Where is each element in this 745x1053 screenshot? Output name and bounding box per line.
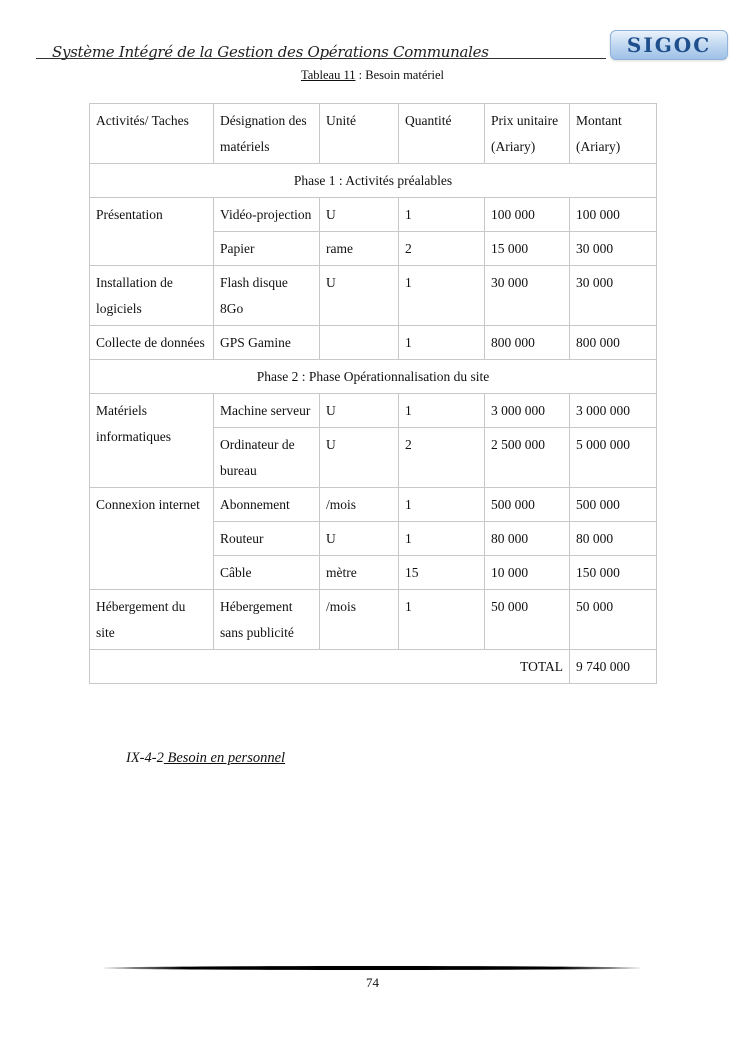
table-header-row bbox=[90, 104, 657, 164]
cell-designation: Papier bbox=[214, 232, 320, 266]
cell-montant: 80 000 bbox=[570, 522, 657, 556]
cell-unite: U bbox=[320, 522, 399, 556]
total-value: 9 740 000 bbox=[570, 650, 657, 684]
cell-unite: U bbox=[320, 394, 399, 428]
cell-quantite: 15 bbox=[399, 556, 485, 590]
caption-text: Besoin matériel bbox=[365, 68, 445, 82]
cell-montant: 5 000 000 bbox=[570, 428, 657, 488]
caption-label: Tableau 11 bbox=[300, 68, 356, 82]
cell-designation: GPS Gamine bbox=[214, 326, 320, 360]
section-title-text: Besoin en personnel bbox=[163, 750, 286, 766]
cell-unite: mètre bbox=[320, 556, 399, 590]
phase-2-label: Phase 2 : Phase Opérationnalisation du site bbox=[90, 360, 657, 394]
phase-row bbox=[90, 164, 657, 198]
cell-quantite: 2 bbox=[399, 428, 485, 488]
cell-unite: /mois bbox=[320, 488, 399, 522]
cell-prix: 10 000 bbox=[485, 556, 570, 590]
cell-designation: Ordinateur de bureau bbox=[214, 428, 320, 488]
header-rule bbox=[36, 58, 606, 59]
table-row bbox=[90, 394, 657, 428]
phase-1-label: Phase 1 : Activités préalables bbox=[90, 164, 657, 198]
running-header-title: Système Intégré de la Gestion des Opérations Communales bbox=[52, 43, 489, 61]
cell-quantite: 1 bbox=[399, 488, 485, 522]
cell-designation: Hébergement sans publicité bbox=[214, 590, 320, 650]
table-row bbox=[90, 590, 657, 650]
section-number: IX-4-2 bbox=[126, 750, 164, 766]
cell-prix: 500 000 bbox=[485, 488, 570, 522]
material-needs-table bbox=[89, 103, 657, 684]
cell-montant: 50 000 bbox=[570, 590, 657, 650]
cell-designation: Machine serveur bbox=[214, 394, 320, 428]
table-row bbox=[90, 326, 657, 360]
cell-quantite: 1 bbox=[399, 590, 485, 650]
table-caption bbox=[0, 68, 745, 83]
header-quantite: Quantité bbox=[399, 104, 485, 164]
section-heading bbox=[126, 750, 285, 767]
caption-separator: : bbox=[355, 68, 366, 82]
cell-activite: Collecte de données bbox=[90, 326, 214, 360]
cell-montant: 30 000 bbox=[570, 266, 657, 326]
cell-prix: 80 000 bbox=[485, 522, 570, 556]
cell-activite: Installation de logiciels bbox=[90, 266, 214, 326]
header-unite: Unité bbox=[320, 104, 399, 164]
cell-designation: Flash disque 8Go bbox=[214, 266, 320, 326]
cell-prix: 15 000 bbox=[485, 232, 570, 266]
cell-activite: Hébergement du site bbox=[90, 590, 214, 650]
table-row bbox=[90, 266, 657, 326]
cell-designation: Abonnement bbox=[214, 488, 320, 522]
total-label: TOTAL bbox=[90, 650, 570, 684]
total-row bbox=[90, 650, 657, 684]
cell-activite: Connexion internet bbox=[90, 488, 214, 590]
footer-rule bbox=[103, 966, 641, 970]
table-row bbox=[90, 198, 657, 232]
table-row bbox=[90, 488, 657, 522]
header-activites: Activités/ Taches bbox=[90, 104, 214, 164]
cell-quantite: 1 bbox=[399, 522, 485, 556]
header-designation: Désignation des matériels bbox=[214, 104, 320, 164]
cell-quantite: 1 bbox=[399, 266, 485, 326]
cell-montant: 100 000 bbox=[570, 198, 657, 232]
page-number: 74 bbox=[366, 975, 379, 990]
cell-quantite: 1 bbox=[399, 394, 485, 428]
cell-unite: /mois bbox=[320, 590, 399, 650]
cell-unite bbox=[320, 326, 399, 360]
cell-montant: 30 000 bbox=[570, 232, 657, 266]
cell-quantite: 1 bbox=[399, 326, 485, 360]
sigoc-logo bbox=[610, 30, 728, 60]
phase-row bbox=[90, 360, 657, 394]
cell-montant: 150 000 bbox=[570, 556, 657, 590]
cell-prix: 30 000 bbox=[485, 266, 570, 326]
cell-prix: 2 500 000 bbox=[485, 428, 570, 488]
cell-montant: 3 000 000 bbox=[570, 394, 657, 428]
cell-unite: U bbox=[320, 428, 399, 488]
cell-prix: 100 000 bbox=[485, 198, 570, 232]
header-prix: Prix unitaire (Ariary) bbox=[485, 104, 570, 164]
cell-designation: Vidéo-projection bbox=[214, 198, 320, 232]
cell-montant: 800 000 bbox=[570, 326, 657, 360]
cell-prix: 50 000 bbox=[485, 590, 570, 650]
cell-activite: Matériels informatiques bbox=[90, 394, 214, 488]
cell-unite: U bbox=[320, 198, 399, 232]
cell-unite: rame bbox=[320, 232, 399, 266]
cell-prix: 3 000 000 bbox=[485, 394, 570, 428]
cell-quantite: 1 bbox=[399, 198, 485, 232]
cell-prix: 800 000 bbox=[485, 326, 570, 360]
cell-unite: U bbox=[320, 266, 399, 326]
cell-montant: 500 000 bbox=[570, 488, 657, 522]
cell-quantite: 2 bbox=[399, 232, 485, 266]
header-montant: Montant (Ariary) bbox=[570, 104, 657, 164]
cell-designation: Routeur bbox=[214, 522, 320, 556]
cell-designation: Câble bbox=[214, 556, 320, 590]
cell-activite: Présentation bbox=[90, 198, 214, 266]
logo-text: SIGOC bbox=[626, 33, 712, 57]
